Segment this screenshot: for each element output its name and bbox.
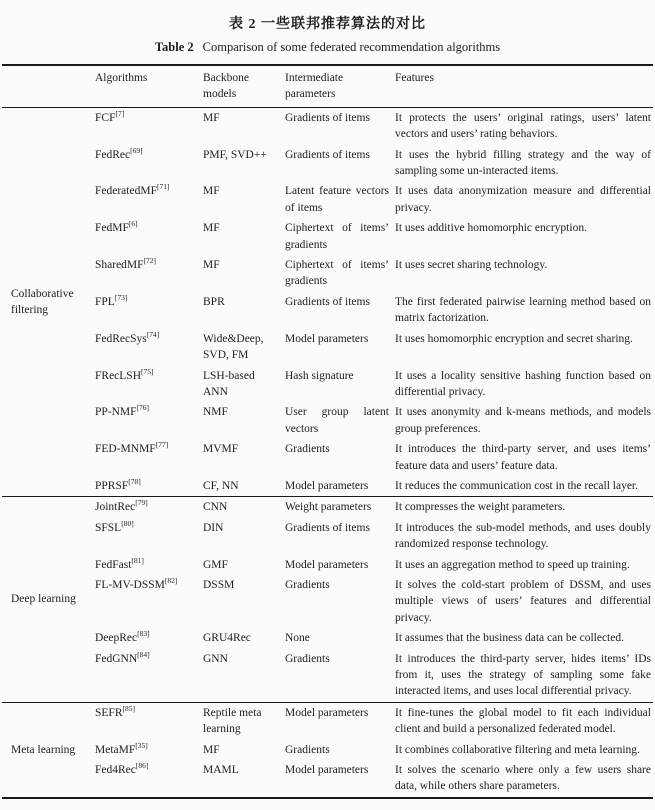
algorithm-name: FCF [95,111,116,124]
algorithm-cell [95,555,203,575]
table-caption-english-label: Table 2 [154,40,194,54]
intermediate-cell: Model parameters [285,332,369,345]
features-cell: It fine-tunes the global model to fit each individual client and build a personalized federated model. [395,706,651,736]
algorithm-name: JointRec [95,501,136,514]
intermediate-cell: Gradients [285,743,330,756]
citation-ref: [77] [155,440,169,450]
intermediate-cell: User group latent vectors [285,406,389,435]
table-row [2,107,653,144]
algorithm-cell [95,329,203,366]
algorithm-cell [95,107,203,144]
backbone-cell: PMF, SVD++ [203,148,267,161]
algorithm-name: FPL [95,295,115,308]
algorithm-cell [95,145,203,182]
intermediate-cell: None [285,632,310,645]
table-caption-chinese: 表 2 一些联邦推荐算法的对比 [229,17,426,32]
intermediate-cell: Model parameters [285,764,369,777]
citation-ref: [82] [164,576,178,586]
features-cell: It uses an aggregation method to speed up training. [395,558,630,571]
algorithm-name: SFSL [95,521,122,534]
algorithm-name: FedRecSys [95,332,147,345]
algorithm-name: SEFR [95,706,123,719]
intermediate-cell: Ciphertext of items’ gradients [285,259,389,288]
citation-ref: [75] [141,366,154,376]
table-row [2,649,653,703]
algorithm-cell [95,628,203,648]
backbone-cell: MVMF [203,443,239,456]
table-row [2,760,653,798]
table-row [2,702,653,739]
citation-ref: [84] [137,649,150,659]
backbone-cell: MF [203,185,220,198]
features-cell: It uses secret sharing technology. [395,259,548,272]
features-cell: It uses the hybrid filling strategy and the way of sampling some un-interacted items. [395,148,651,178]
algorithm-name: FederatedMF [95,185,157,198]
algorithm-cell [95,292,203,329]
algorithm-name: PPRSF [95,479,129,492]
backbone-cell: Reptile meta learning [203,706,262,736]
table-row [2,518,653,555]
backbone-cell: BPR [203,295,225,308]
backbone-cell: GNN [203,652,228,665]
comparison-table [2,64,653,799]
citation-ref: [74] [146,329,160,339]
backbone-cell: MF [203,222,220,235]
table-row [2,439,653,476]
algorithm-cell [95,439,203,476]
algorithm-name: FedMF [95,222,129,235]
intermediate-cell: Gradients of items [285,148,370,161]
features-cell: It solves the scenario where only a few users share data, while others share parameters. [395,764,651,793]
table-header [2,65,653,107]
algorithm-name: FRecLSH [95,369,141,382]
backbone-cell: MF [203,259,220,272]
backbone-cell: MAML [203,764,239,777]
intermediate-cell: Gradients [285,443,330,456]
header-algorithms: Algorithms [95,72,148,84]
algorithm-name: Fed4Rec [95,764,136,777]
algorithm-group [2,702,653,798]
citation-ref: [76] [136,403,150,413]
features-cell: It uses homomorphic encryption and secret sharing. [395,332,633,345]
citation-ref: [69] [130,145,143,155]
backbone-cell: MF [203,743,220,756]
table-row [2,181,653,218]
table-caption [2,13,653,55]
backbone-cell: MF [203,111,220,124]
algorithm-name: PP-NMF [95,406,137,419]
intermediate-cell: Weight parameters [285,501,372,514]
features-cell: It protects the users’ original ratings, users’ latent vectors and users’ rating behaviors. [395,111,651,141]
citation-ref: [81] [131,555,144,565]
table-row [2,575,653,628]
intermediate-cell: Gradients of items [285,295,370,308]
intermediate-cell: Latent feature vectors of items [285,185,389,214]
backbone-cell: CF, NN [203,479,239,492]
backbone-cell: DIN [203,521,224,534]
algorithm-cell [95,218,203,255]
algorithm-name: FedRec [95,148,131,161]
citation-ref: [72] [143,256,157,266]
algorithm-cell [95,740,203,760]
intermediate-cell: Model parameters [285,558,369,571]
features-cell: It uses a locality sensitive hashing function based on differential privacy. [395,369,651,398]
intermediate-cell: Ciphertext of items’ gradients [285,222,389,251]
citation-ref: [78] [128,477,141,487]
citation-ref: [83] [137,629,150,639]
category-cell: Meta learning [11,743,76,756]
algorithm-name: SharedMF [95,259,144,272]
table-caption-english [2,40,653,55]
citation-ref: [7] [115,108,125,118]
backbone-cell: LSH-based ANN [203,369,255,398]
algorithm-cell [95,255,203,292]
intermediate-cell: Model parameters [285,706,369,719]
algorithm-group [2,497,653,702]
table-row [2,497,653,518]
backbone-cell: GMF [203,558,228,571]
intermediate-cell: Model parameters [285,479,369,492]
citation-ref: [71] [156,182,170,192]
algorithm-cell [95,181,203,218]
algorithm-name: FED-MNMF [95,443,156,456]
table-row [2,218,653,255]
citation-ref: [85] [122,703,135,713]
citation-ref: [79] [135,498,148,508]
backbone-cell: GRU4Rec [203,632,251,645]
table-row [2,145,653,182]
category-cell: Deep learning [11,593,76,606]
table-caption-english-text: Comparison of some federated recommendation algorithms [202,40,501,54]
algorithm-cell [95,649,203,703]
category-cell: Collaborative filtering [11,287,74,317]
citation-ref: [35] [135,740,148,750]
backbone-cell: DSSM [203,578,235,591]
intermediate-cell: Hash signature [285,369,354,382]
features-cell: It introduces the third-party server, and uses items’ feature data and users’ feature data. [395,443,651,472]
header-backbone-models: Backbone models [203,72,249,101]
features-cell: It introduces the third-party server, hides items’ IDs from it, uses the strategy of sampling some fake interacted items, and uses local differential privacy. [395,652,651,698]
table-row [2,740,653,760]
features-cell: It compresses the weight parameters. [395,501,566,514]
citation-ref: [86] [135,761,149,771]
intermediate-cell: Gradients [285,652,330,665]
backbone-cell: CNN [203,501,228,514]
intermediate-cell: Gradients of items [285,521,370,534]
table-row [2,402,653,439]
algorithm-cell [95,518,203,555]
table-header-row [2,65,653,107]
algorithm-cell [95,497,203,518]
algorithm-group [2,107,653,497]
features-cell: It introduces the sub-model methods, and uses doubly randomized response technology. [395,521,651,551]
algorithm-cell [95,366,203,403]
algorithm-cell [95,402,203,439]
header-features: Features [395,72,434,84]
backbone-cell: Wide&Deep, SVD, FM [203,332,264,362]
table-row [2,255,653,292]
header-intermediate-parameters: Intermediate parameters [285,72,344,101]
table-row [2,628,653,648]
table-row [2,476,653,497]
table-row [2,366,653,403]
features-cell: It reduces the communication cost in the recall layer. [395,479,639,492]
citation-ref: [73] [114,293,128,303]
algorithm-cell [95,575,203,628]
features-cell: It uses additive homomorphic encryption. [395,222,587,235]
intermediate-cell: Gradients of items [285,111,370,124]
table-row [2,555,653,575]
features-cell: It uses data anonymization measure and differential privacy. [395,185,651,214]
algorithm-name: FedFast [95,558,132,571]
algorithm-cell [95,702,203,739]
features-cell: It solves the cold-start problem of DSSM, and uses multiple views of users’ features and differential privacy. [395,578,651,624]
algorithm-cell [95,760,203,798]
algorithm-name: DeepRec [95,632,138,645]
algorithm-cell [95,476,203,497]
features-cell: It uses anonymity and k-means methods, and models group preferences. [395,406,651,435]
intermediate-cell: Gradients [285,578,330,591]
citation-ref: [80] [121,518,134,528]
table-row [2,292,653,329]
backbone-cell: NMF [203,406,228,419]
features-cell: It assumes that the business data can be collected. [395,632,624,645]
algorithm-name: MetaMF [95,743,136,756]
features-cell: It combines collaborative filtering and meta learning. [395,743,640,756]
citation-ref: [6] [128,219,138,229]
algorithm-name: FL-MV-DSSM [95,578,165,591]
table-row [2,329,653,366]
algorithm-name: FedGNN [95,652,138,665]
header-category [2,65,95,107]
features-cell: The first federated pairwise learning method based on matrix factorization. [395,295,651,325]
